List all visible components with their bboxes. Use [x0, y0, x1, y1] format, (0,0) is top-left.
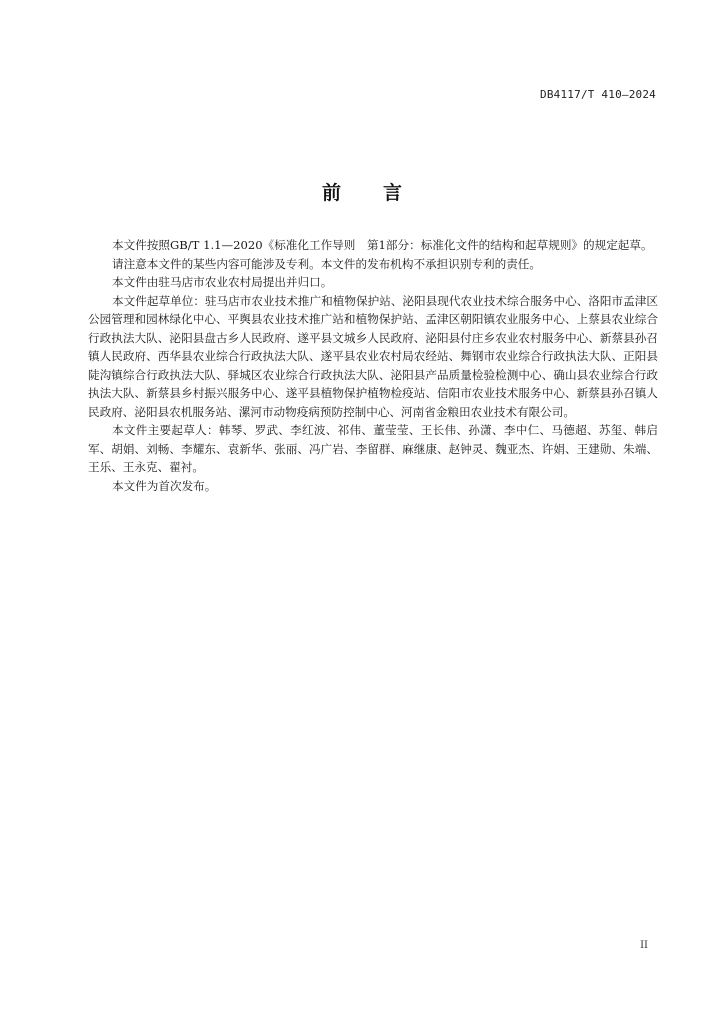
paragraph-drafting-basis: 本文件按照GB/T 1.1—2020《标准化工作导则 第1部分：标准化文件的结构和起草规则》的规定起草。: [112, 238, 653, 252]
paragraph-first-release: 本文件为首次发布。: [112, 478, 217, 493]
page-number: II: [640, 940, 648, 951]
document-code: DB4117/T 410—2024: [540, 88, 656, 101]
paragraph-drafting-units: 本文件起草单位：驻马店市农业技术推广和植物保护站、泌阳县现代农业技术综合服务中心、洛阳市孟津区公园管理和园林绿化中心、平舆县农业技术推广站和植物保护站、孟津区朝阳镇农业服务中心、上蔡县农业综合行政执法大队、泌阳县盘古乡人民政府、遂平县文城乡人民政府、泌阳县付庄乡农业农村服务中心、新蔡县孙召镇人民政府、西华县农业综合行政执法大队、遂平县农业农村局农经站、舞钢市农业综合行政执法大队、正阳县陡沟镇综合行政执法大队、驿城区农业综合行政执法大队、泌阳县产品质量检验检测中心、确山县农业综合行政执法大队、新蔡县乡村振兴服务中心、遂平县植物保护植物检疫站、信阳市农业技术服务中心、新蔡县孙召镇人民政府、泌阳县农机服务站、漯河市动物疫病预防控制中心、河南省金粮田农业技术有限公司。: [88, 293, 658, 419]
paragraph-patent-notice: 请注意本文件的某些内容可能涉及专利。本文件的发布机构不承担识别专利的责任。: [112, 256, 541, 271]
paragraph-proposer: 本文件由驻马店市农业农村局提出并归口。: [112, 275, 333, 289]
foreword-body: [88, 236, 658, 495]
page-title: 前言: [321, 182, 444, 204]
paragraph-drafters: 本文件主要起草人：韩琴、罗武、李红波、祁伟、董莹莹、王长伟、孙潇、李中仁、马德超、苏玺、韩启军、胡娟、刘畅、李耀东、袁新华、张丽、冯广岩、李留群、麻继康、赵钟灵、魏亚杰、许娟、王建勋、朱端、王乐、王永克、翟衬。: [88, 423, 658, 474]
